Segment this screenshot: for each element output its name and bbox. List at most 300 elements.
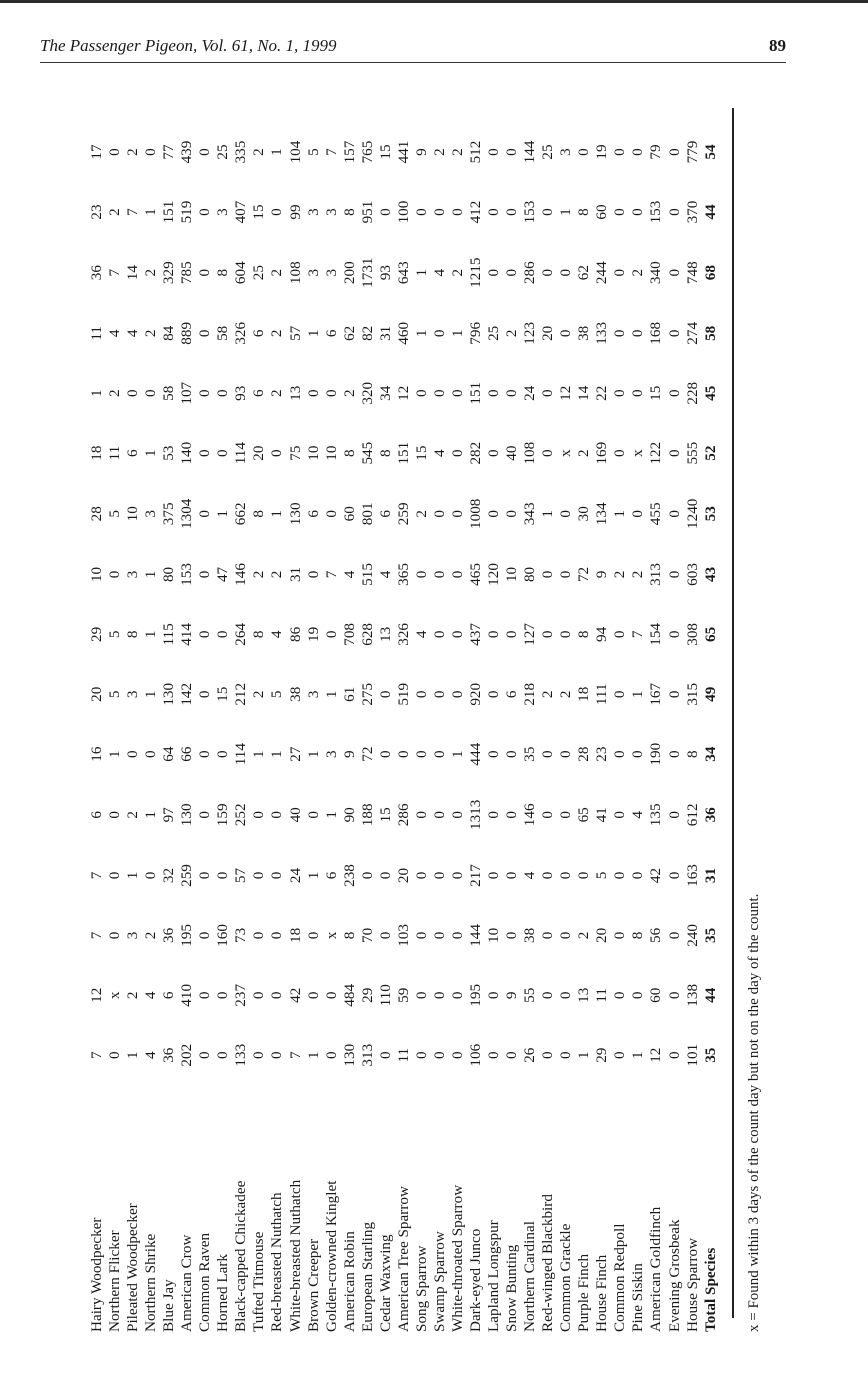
count-cell: 779	[683, 140, 701, 164]
count-cell: 2	[250, 148, 268, 156]
count-cell: 0	[611, 1051, 629, 1059]
count-cell: 57	[286, 325, 304, 341]
count-cell: 130	[160, 682, 178, 706]
count-cell: 0	[665, 389, 683, 398]
count-cell: 375	[160, 502, 178, 526]
count-cell: 7	[286, 1051, 304, 1059]
count-cell: 0	[629, 510, 647, 518]
count-cell: 60	[340, 506, 358, 522]
count-cell: 11	[106, 445, 124, 461]
count-cell: 68	[701, 265, 719, 281]
count-cell: 1	[448, 329, 466, 338]
count-cell: 72	[575, 566, 593, 583]
count-cell: 62	[575, 265, 593, 281]
count-cell: 0	[557, 630, 575, 639]
count-cell: 36	[160, 927, 178, 943]
count-cell: x	[557, 449, 575, 457]
count-cell: 1240	[683, 498, 701, 529]
count-cell: 70	[358, 927, 376, 943]
count-cell: 274	[683, 321, 701, 345]
count-cell: 49	[701, 686, 719, 702]
count-cell: 643	[394, 261, 412, 285]
count-cell: 0	[196, 1051, 214, 1059]
count-cell: 0	[196, 510, 214, 518]
count-cell: 2	[142, 329, 160, 338]
count-cell: 56	[647, 927, 665, 943]
count-cell: 24	[521, 385, 539, 401]
count-cell: 0	[106, 148, 124, 156]
species-name: Common Redpoll	[611, 1223, 629, 1332]
count-cell: 0	[485, 871, 503, 880]
count-cell: 1	[304, 1051, 322, 1059]
count-cell: 44	[701, 987, 719, 1003]
count-cell: 217	[466, 864, 484, 887]
count-cell: 35	[701, 1047, 719, 1063]
table-row	[88, 122, 106, 1332]
count-cell: 326	[232, 321, 250, 345]
count-cell: 151	[160, 200, 178, 224]
count-cell: 28	[88, 506, 105, 522]
count-cell: 114	[232, 743, 250, 766]
count-cell: 0	[430, 630, 448, 639]
count-cell: 1	[124, 871, 142, 880]
count-cell: 3	[124, 570, 142, 579]
species-name: Golden-crowned Kinglet	[322, 1180, 340, 1332]
count-cell: 0	[376, 1051, 394, 1059]
species-name: Total Species	[701, 1247, 719, 1332]
count-cell: 0	[196, 329, 214, 338]
count-cell: 0	[196, 931, 214, 940]
count-cell: 2	[575, 449, 593, 457]
count-cell: 3	[124, 690, 142, 699]
count-cell: 9	[503, 991, 521, 1000]
count-cell: 10	[503, 566, 521, 583]
count-cell: 8	[250, 630, 268, 639]
count-cell: 0	[557, 991, 575, 1000]
count-cell: 0	[611, 449, 629, 457]
count-cell: 0	[376, 931, 394, 940]
count-cell: 1	[142, 811, 160, 819]
count-cell: 12	[557, 385, 575, 401]
species-name: House Finch	[593, 1254, 611, 1332]
count-cell: 313	[647, 563, 665, 586]
count-cell: 259	[394, 502, 412, 526]
count-cell: 0	[485, 811, 503, 819]
count-cell: 2	[448, 148, 466, 156]
count-cell: 25	[250, 265, 268, 281]
table-row	[377, 122, 395, 1332]
count-cell: 0	[412, 570, 430, 579]
count-cell: 238	[340, 864, 358, 887]
count-cell: 90	[340, 807, 358, 823]
count-cell: 25	[485, 325, 503, 341]
count-cell: 2	[611, 570, 629, 579]
count-cell: 0	[665, 750, 683, 758]
count-cell: 66	[178, 746, 196, 762]
count-cell: 340	[647, 261, 665, 285]
count-cell: 0	[557, 510, 575, 518]
count-cell: 2	[106, 389, 124, 398]
count-cell: 86	[286, 626, 304, 642]
count-cell: 10	[124, 506, 142, 522]
count-cell: 0	[629, 871, 647, 880]
count-cell: 1	[322, 690, 340, 699]
count-cell: 1	[322, 811, 340, 819]
table-row	[503, 122, 521, 1332]
count-cell: 80	[160, 566, 178, 583]
table-row	[467, 122, 485, 1332]
species-name: Purple Finch	[575, 1253, 593, 1332]
count-cell: 2	[124, 148, 142, 156]
count-cell: 99	[286, 204, 304, 220]
count-cell: 0	[430, 1051, 448, 1059]
count-cell: 252	[232, 803, 250, 827]
count-cell: 13	[575, 987, 593, 1003]
count-cell: 0	[665, 329, 683, 338]
count-cell: 169	[593, 441, 611, 465]
count-cell: 0	[665, 510, 683, 518]
count-cell: 0	[503, 931, 521, 940]
count-cell: 343	[521, 502, 539, 526]
count-cell: 26	[521, 1047, 539, 1063]
count-cell: 0	[611, 148, 629, 156]
total-row	[702, 122, 720, 1332]
table-row	[666, 122, 684, 1332]
count-cell: 15	[376, 807, 394, 823]
count-cell: 0	[322, 991, 340, 1000]
count-cell: 144	[521, 140, 539, 164]
count-cell: 7	[88, 871, 105, 880]
table-row	[323, 122, 341, 1332]
count-cell: 0	[214, 389, 232, 398]
count-cell: 62	[340, 325, 358, 341]
count-cell: 286	[521, 261, 539, 285]
count-cell: 12	[88, 987, 105, 1003]
count-cell: 0	[665, 570, 683, 579]
count-cell: 38	[521, 927, 539, 943]
count-cell: 313	[358, 1043, 376, 1067]
count-cell: 0	[268, 931, 286, 940]
count-cell: 0	[503, 208, 521, 216]
count-cell: 64	[160, 746, 178, 762]
count-cell: 42	[286, 987, 304, 1003]
count-cell: 0	[250, 991, 268, 1000]
count-cell: 1	[448, 750, 466, 758]
count-cell: 0	[485, 630, 503, 639]
count-cell: 0	[448, 630, 466, 639]
count-cell: 0	[611, 991, 629, 1000]
count-cell: 133	[232, 1043, 250, 1067]
count-cell: 0	[485, 1051, 503, 1059]
count-cell: 796	[466, 321, 484, 345]
count-cell: 335	[232, 140, 250, 164]
count-cell: 3	[124, 931, 142, 940]
count-cell: 0	[448, 510, 466, 518]
count-cell: 12	[647, 1047, 665, 1063]
count-cell: 329	[160, 261, 178, 285]
table-row	[611, 122, 629, 1332]
count-cell: 0	[557, 329, 575, 338]
count-cell: 11	[394, 1047, 412, 1063]
count-cell: 0	[629, 329, 647, 338]
count-cell: 0	[539, 811, 557, 819]
species-name: Evening Grosbeak	[665, 1219, 683, 1332]
table-row	[250, 122, 268, 1332]
species-name: Brown Creeper	[304, 1238, 322, 1332]
count-cell: 0	[665, 871, 683, 880]
count-cell: 1304	[178, 498, 196, 529]
count-cell: 4	[142, 991, 160, 1000]
count-cell: 0	[611, 871, 629, 880]
count-cell: 0	[196, 991, 214, 1000]
count-cell: 5	[106, 630, 124, 639]
count-cell: 4	[376, 570, 394, 579]
table-row	[593, 122, 611, 1332]
count-cell: 104	[286, 140, 304, 164]
count-cell: 0	[106, 1051, 124, 1059]
count-cell: 218	[521, 682, 539, 706]
count-cell: 29	[88, 626, 105, 642]
count-cell: 1	[304, 871, 322, 880]
count-cell: 2	[629, 570, 647, 579]
count-cell: 0	[430, 690, 448, 699]
count-cell: 603	[683, 563, 701, 586]
count-cell: 0	[376, 690, 394, 699]
count-cell: 326	[394, 622, 412, 646]
count-cell: 0	[539, 208, 557, 216]
count-cell: 0	[629, 389, 647, 398]
species-name: White-throated Sparrow	[448, 1184, 466, 1332]
count-cell: 2	[430, 148, 448, 156]
count-cell: 58	[701, 325, 719, 341]
count-cell: 11	[593, 987, 611, 1003]
count-cell: 8	[250, 510, 268, 518]
count-cell: 31	[701, 867, 719, 884]
count-cell: 410	[178, 983, 196, 1007]
species-name: Northern Flicker	[106, 1230, 124, 1332]
count-cell: 4	[412, 630, 430, 639]
count-cell: 108	[286, 261, 304, 285]
count-cell: 8	[340, 208, 358, 216]
count-cell: 7	[322, 570, 340, 579]
count-cell: 765	[358, 140, 376, 164]
count-cell: 1	[412, 268, 430, 277]
count-cell: 0	[485, 148, 503, 156]
count-cell: 0	[412, 750, 430, 758]
count-cell: 6	[250, 389, 268, 398]
count-cell: 20	[250, 445, 268, 461]
count-cell: 0	[448, 208, 466, 216]
count-cell: 0	[503, 871, 521, 880]
table-row	[647, 122, 665, 1332]
count-cell: 36	[160, 1047, 178, 1063]
count-cell: 34	[376, 385, 394, 401]
count-cell: 0	[503, 811, 521, 819]
count-cell: 153	[647, 200, 665, 224]
count-cell: 108	[521, 441, 539, 465]
count-cell: 444	[466, 742, 484, 766]
count-cell: 200	[340, 261, 358, 285]
count-cell: 0	[196, 208, 214, 216]
count-cell: 0	[430, 329, 448, 338]
count-cell: 0	[142, 389, 160, 398]
count-cell: 6	[322, 871, 340, 880]
table-row	[287, 122, 305, 1332]
table-row	[214, 122, 232, 1332]
count-cell: 24	[286, 867, 304, 884]
count-cell: 0	[665, 449, 683, 457]
count-cell: 53	[160, 445, 178, 461]
count-cell: 6	[503, 690, 521, 699]
count-cell: 130	[178, 803, 196, 827]
count-cell: 0	[503, 510, 521, 518]
count-cell: 25	[539, 144, 557, 160]
count-cell: 3	[322, 208, 340, 216]
count-cell: 60	[593, 204, 611, 220]
count-cell: 286	[394, 803, 412, 827]
count-cell: 0	[412, 931, 430, 940]
count-cell: 3	[304, 690, 322, 699]
count-cell: 441	[394, 140, 412, 164]
count-cell: 6	[124, 449, 142, 457]
bird-count-table	[88, 122, 720, 1332]
count-cell: 80	[521, 566, 539, 583]
count-cell: 38	[286, 686, 304, 702]
count-cell: 0	[412, 991, 430, 1000]
count-cell: 0	[214, 991, 232, 1000]
count-cell: 8	[629, 931, 647, 940]
count-cell: 154	[647, 622, 665, 646]
count-cell: 0	[124, 389, 142, 398]
species-name: Swamp Sparrow	[430, 1231, 448, 1332]
count-cell: 1215	[466, 257, 484, 288]
count-cell: 1	[611, 510, 629, 518]
count-cell: 455	[647, 502, 665, 526]
count-cell: 15	[376, 144, 394, 160]
count-cell: 35	[521, 746, 539, 762]
count-cell: 0	[503, 268, 521, 277]
count-cell: 16	[88, 746, 105, 762]
count-cell: 439	[178, 140, 196, 164]
count-cell: 106	[466, 1043, 484, 1067]
count-cell: 133	[593, 321, 611, 345]
count-cell: 2	[124, 811, 142, 819]
count-cell: 6	[250, 329, 268, 338]
count-cell: 0	[665, 690, 683, 699]
count-cell: 0	[448, 991, 466, 1000]
count-cell: 58	[160, 385, 178, 401]
count-cell: 0	[322, 510, 340, 518]
count-cell: 130	[340, 1043, 358, 1067]
count-cell: 103	[394, 924, 412, 947]
count-cell: 65	[701, 626, 719, 642]
running-head: The Passenger Pigeon, Vol. 61, No. 1, 1999	[40, 36, 337, 55]
count-cell: 308	[683, 622, 701, 646]
species-name: Snow Bunting	[503, 1244, 521, 1332]
count-cell: 0	[430, 510, 448, 518]
species-name: House Sparrow	[683, 1237, 701, 1332]
count-cell: 1	[142, 449, 160, 457]
count-cell: 10	[304, 445, 322, 461]
count-cell: 0	[665, 630, 683, 639]
species-name: Black-capped Chickadee	[232, 1180, 250, 1332]
count-cell: x	[322, 931, 340, 940]
count-cell: 52	[701, 445, 719, 461]
count-cell: 0	[539, 991, 557, 1000]
count-cell: 0	[629, 208, 647, 216]
count-cell: 4	[124, 329, 142, 338]
count-cell: 0	[485, 690, 503, 699]
count-cell: 1	[304, 750, 322, 758]
count-cell: 612	[683, 803, 701, 827]
table-row	[521, 122, 539, 1332]
footnote: x = Found within 3 days of the count day but not on the day of the count.	[746, 893, 762, 1332]
count-cell: 0	[448, 871, 466, 880]
count-cell: 1	[304, 329, 322, 338]
count-cell: 31	[376, 325, 394, 341]
count-cell: 0	[322, 630, 340, 639]
count-cell: 0	[196, 148, 214, 156]
count-cell: 2	[503, 329, 521, 338]
page-header	[40, 30, 786, 63]
count-cell: 0	[376, 208, 394, 216]
count-cell: 0	[665, 931, 683, 940]
count-cell: 0	[250, 811, 268, 819]
count-cell: 151	[466, 381, 484, 405]
species-name: Red-breasted Nuthatch	[268, 1192, 286, 1332]
count-cell: 0	[485, 750, 503, 758]
count-cell: 4	[521, 871, 539, 880]
count-cell: 7	[629, 630, 647, 639]
count-cell: 9	[593, 570, 611, 579]
count-cell: 0	[214, 750, 232, 758]
species-name: American Tree Sparrow	[394, 1186, 412, 1332]
count-cell: 19	[593, 144, 611, 160]
count-cell: 2	[575, 931, 593, 940]
count-cell: 237	[232, 983, 250, 1007]
count-cell: 0	[557, 750, 575, 758]
count-cell: 2	[340, 389, 358, 398]
count-cell: 0	[322, 1051, 340, 1059]
count-cell: 0	[611, 630, 629, 639]
count-cell: 0	[503, 750, 521, 758]
species-name: Common Raven	[196, 1232, 214, 1332]
count-cell: 519	[394, 682, 412, 706]
count-cell: 0	[430, 991, 448, 1000]
count-cell: 0	[142, 750, 160, 758]
count-cell: 4	[268, 630, 286, 639]
count-cell: 0	[250, 1051, 268, 1059]
count-cell: 6	[376, 510, 394, 518]
count-cell: 0	[196, 811, 214, 819]
species-name: Tufted Titmouse	[250, 1231, 268, 1332]
count-cell: 0	[430, 871, 448, 880]
count-cell: 0	[106, 931, 124, 940]
count-cell: 0	[539, 449, 557, 457]
count-cell: 23	[593, 746, 611, 762]
count-cell: 7	[106, 268, 124, 277]
count-cell: 8	[214, 268, 232, 277]
count-cell: 19	[304, 626, 322, 642]
count-cell: 0	[539, 630, 557, 639]
count-cell: 0	[575, 148, 593, 156]
count-cell: 785	[178, 261, 196, 285]
count-cell: 32	[160, 867, 178, 884]
count-cell: 15	[412, 445, 430, 461]
table-row	[178, 122, 196, 1332]
count-cell: 22	[593, 385, 611, 401]
count-cell: 34	[701, 746, 719, 762]
